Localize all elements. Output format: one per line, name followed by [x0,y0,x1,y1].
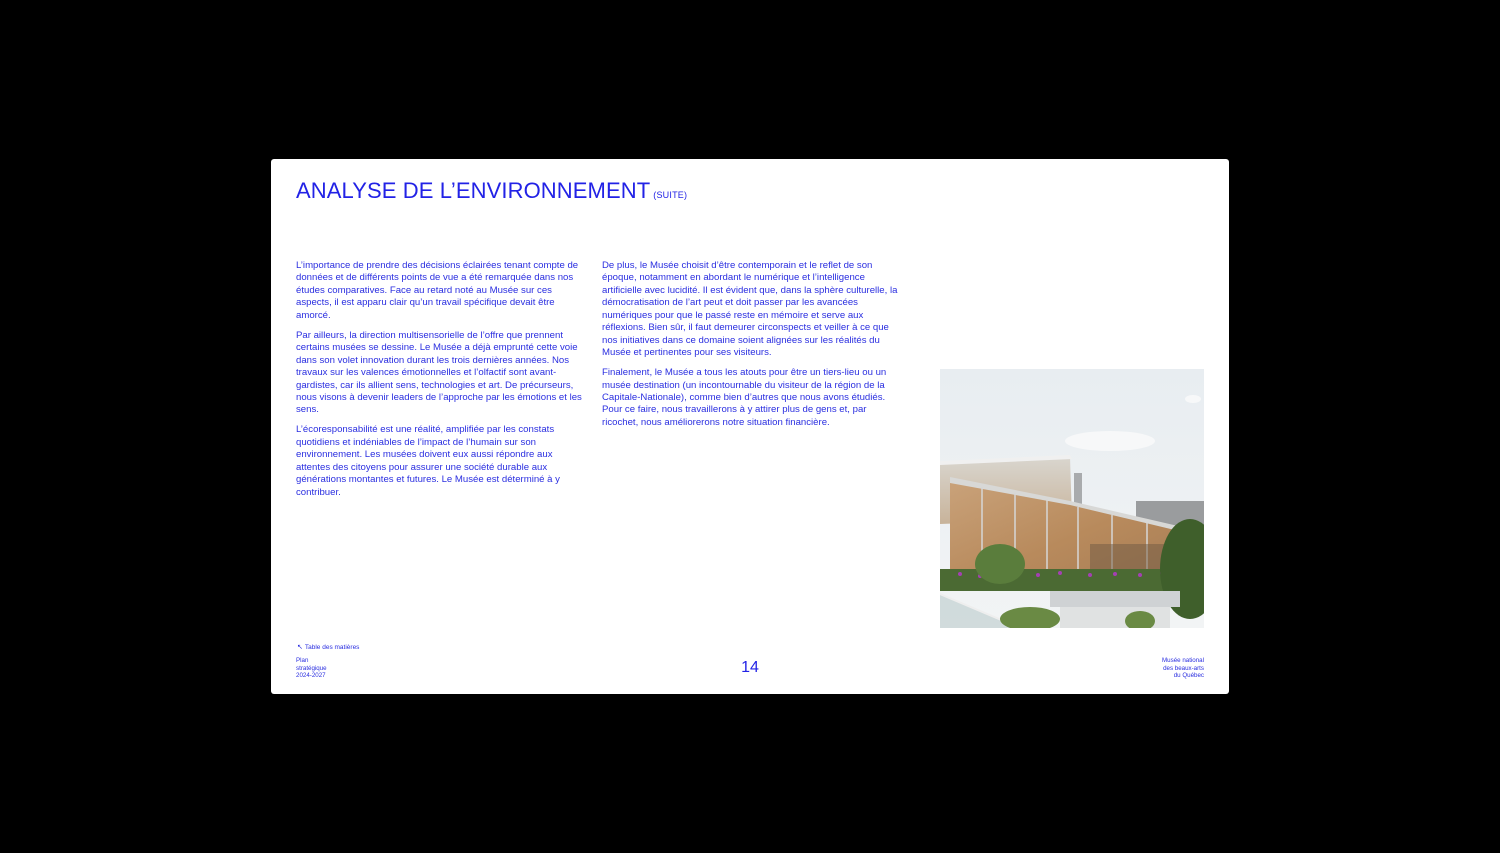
paragraph: Par ailleurs, la direction multisensorielle de l’offre que prennent certains musées se dessine. Le Musée a déjà emprunté cette voie dans son volet innovation durant les trois dernières années. Nos travaux sur les valences émotionnelles et l’olfactif sont avant-gardistes, car ils allient sens, technologies et art. De précurseurs, nous visons à devenir leaders de l’approche par les émotions et les sens. [296,329,582,416]
photo-illustration [940,369,1204,628]
paragraph: Finalement, le Musée a tous les atouts pour être un tiers-lieu ou un musée destination (un incontournable du visiteur de la région de la Capitale-Nationale), comme bien d’autres que nous avons étudiés. Pour ce faire, nous travaillerons à y attirer plus de gens et, par ricochet, nous améliorerons notre situation financière. [602,367,887,428]
footer-document-title [296,657,327,680]
footer-right-line: Musée national [1162,657,1204,664]
toc-link-label: Table des matières [304,644,360,651]
page-title [296,178,687,208]
text-column-left [296,260,586,507]
document-page [271,159,1229,694]
footer-right-line: du Québec [1173,672,1204,680]
footer-organization-name [1162,657,1204,680]
paragraph: L’écoresponsabilité est une réalité, amplifiée par les constats quotidiens et indéniables de l’impact de l’humain sur son environnement. Les musées doivent eux aussi répondre aux attentes des citoyens pour assurer une société durable aux générations montantes et futures. Le Musée est déterminé à y contribuer. [296,424,560,498]
footer-left-line: 2024-2027 [296,672,326,680]
footer-left-line: Plan [296,657,309,664]
paragraph: L’importance de prendre des décisions éclairées tenant compte de données et de différents points de vue a été remarquée dans nos études comparatives. Face au retard noté au Musée sur ces aspects, il est apparu clair qu’un travail spécifique devait être amorcé. [296,260,579,321]
footer-left-line: stratégique [296,664,327,672]
footer-right-line: des beaux-arts [1163,664,1204,672]
page-title-suffix: (SUITE) [653,190,688,200]
arrow-up-left-icon: ↖ [297,644,303,651]
page-title-text: ANALYSE DE L’ENVIRONNEMENT [296,178,651,203]
page-number: 14 [741,659,759,676]
text-column-middle [602,260,902,437]
paragraph: De plus, le Musée choisit d’être contemporain et le reflet de son époque, notamment en abordant le numérique et l’intelligence artificielle avec lucidité. Il est évident que, dans la sphère culturelle, la démocratisation de l’art peut et doit passer par les avancées numériques pour que le passé reste en mémoire et serve aux réflexions. Bien sûr, il faut demeurer circonspects et veiller à ce que nos initiatives dans ce domaine soient alignées sur les réalités du Musée et pertinentes pour ses visiteurs. [602,260,898,359]
museum-rooftop-photo [940,369,1204,628]
table-of-contents-link[interactable] [297,643,359,651]
